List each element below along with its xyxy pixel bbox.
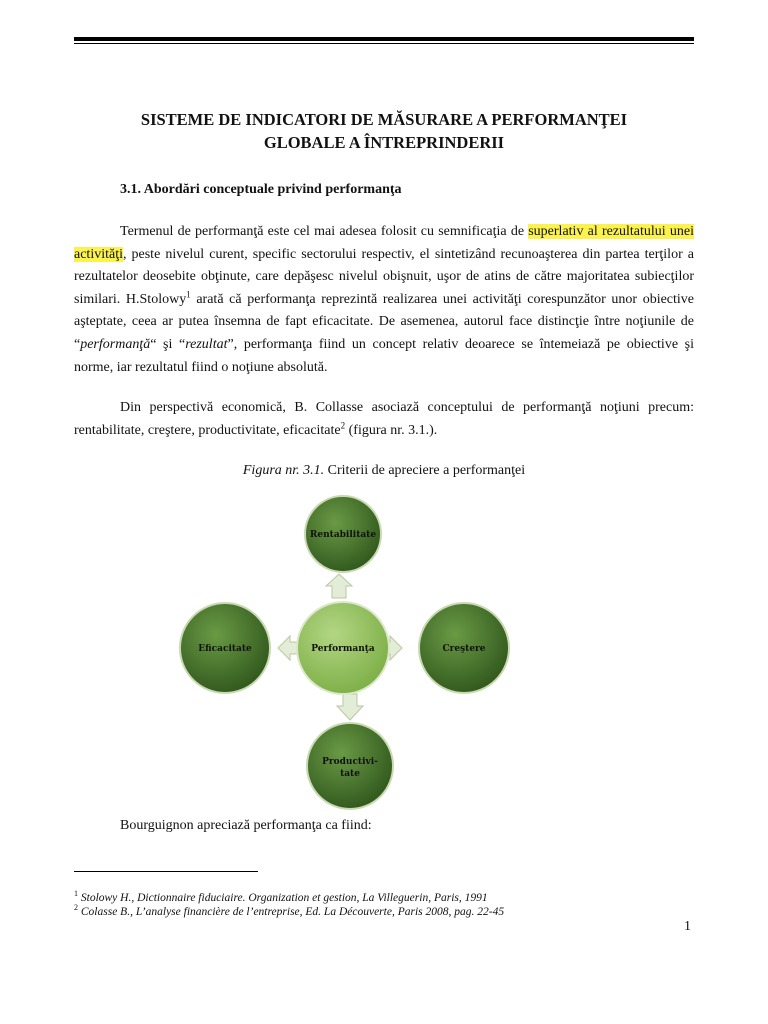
footnote-1 — [74, 891, 504, 905]
footnote-ref-1[interactable]: 1 — [186, 289, 191, 300]
p2-text-1: Din perspectivă economică, B. Collasse asociază conceptului de performanţă noţiuni precum: rentabilitate, creştere, productivitate, eficacitate — [74, 400, 694, 438]
p1-highlight: superlativ al rezultatului unei activităţi — [74, 224, 694, 262]
footnote-1-text: Stolowy H., Dictionnaire fiduciaire. Organization et gestion, La Villeguerin, Paris, 1991 — [78, 892, 488, 904]
footnote-ref-2[interactable]: 2 — [340, 419, 346, 430]
paragraph-2 — [74, 397, 694, 442]
footnotes — [74, 891, 504, 919]
figure-caption-text: Criterii de apreciere a performanţei — [324, 463, 526, 478]
footnote-separator — [74, 871, 258, 872]
p2-text-2: (figura nr. 3.1.). — [345, 422, 438, 438]
node-label-crestere: Creştere — [442, 644, 486, 654]
header-rule-thin — [74, 43, 694, 44]
figure-caption — [74, 463, 694, 479]
node-label-productivitate-2: tate — [340, 769, 360, 779]
chapter-title — [74, 108, 694, 154]
p1-text-2: , peste nivelul curent, specific sectorului respectiv, el sintetizând recunoaşterea din partea terţilor a rezultatelor deosebite obţinute, care depăşesc nivelul obişnuit, uşor de atins de către majoritatea subiecţilor similari. H.Stolowy — [74, 246, 694, 307]
p1-term-performanta: performanţă — [80, 336, 151, 352]
header-rule-thick — [74, 37, 694, 41]
arrow-down-icon — [337, 694, 363, 720]
node-label-rentabilitate: Rentabilitate — [309, 530, 377, 540]
p1-term-rezultat: rezultat — [185, 336, 228, 352]
footnote-2 — [74, 905, 504, 919]
chapter-title-line1: SISTEME DE INDICATORI DE MĂSURARE A PERFORMANŢEI — [140, 110, 628, 129]
performance-criteria-diagram — [172, 494, 512, 810]
footnote-2-text: Colasse B., L’analyse financière de l’entreprise, Ed. La Découverte, Paris 2008, pag. 22-45 — [78, 906, 505, 918]
p1-text-3: arată că performanţa reprezintă realizarea unei activităţi corespunzător unor obiective aşteptate, ceea ar putea însemna de fapt eficacitate. De asemenea, autorul face distincţie între noţiunile de “ — [74, 291, 694, 352]
p1-text-5: ”, performanţa fiind un concept relativ deoarece se întemeiază pe obiective şi norme, iar rezultatul fiind o noţiune absolută. — [74, 336, 694, 375]
footnote-2-num: 2 — [74, 903, 78, 913]
node-label-productivitate-1: Productivi- — [322, 757, 378, 767]
footnote-1-num: 1 — [74, 889, 78, 899]
node-label-eficacitate: Eficacitate — [198, 644, 252, 654]
chapter-title-line2: GLOBALE A ÎNTREPRINDERII — [263, 133, 505, 152]
section-heading: 3.1. Abordări conceptuale privind performanţa — [120, 182, 402, 197]
page-number: 1 — [684, 919, 691, 934]
paragraph-1 — [74, 221, 694, 379]
figure-caption-label: Figura nr. 3.1. — [242, 463, 325, 478]
arrow-up-icon — [326, 574, 352, 598]
paragraph-3: Bourguignon apreciază performanţa ca fiind: — [120, 818, 372, 833]
p1-text-4: “ şi “ — [150, 336, 186, 352]
node-label-performanta: Performanţa — [311, 644, 375, 654]
p1-text-1: Termenul de performanţă este cel mai adesea folosit cu semnificaţia de — [120, 224, 529, 239]
